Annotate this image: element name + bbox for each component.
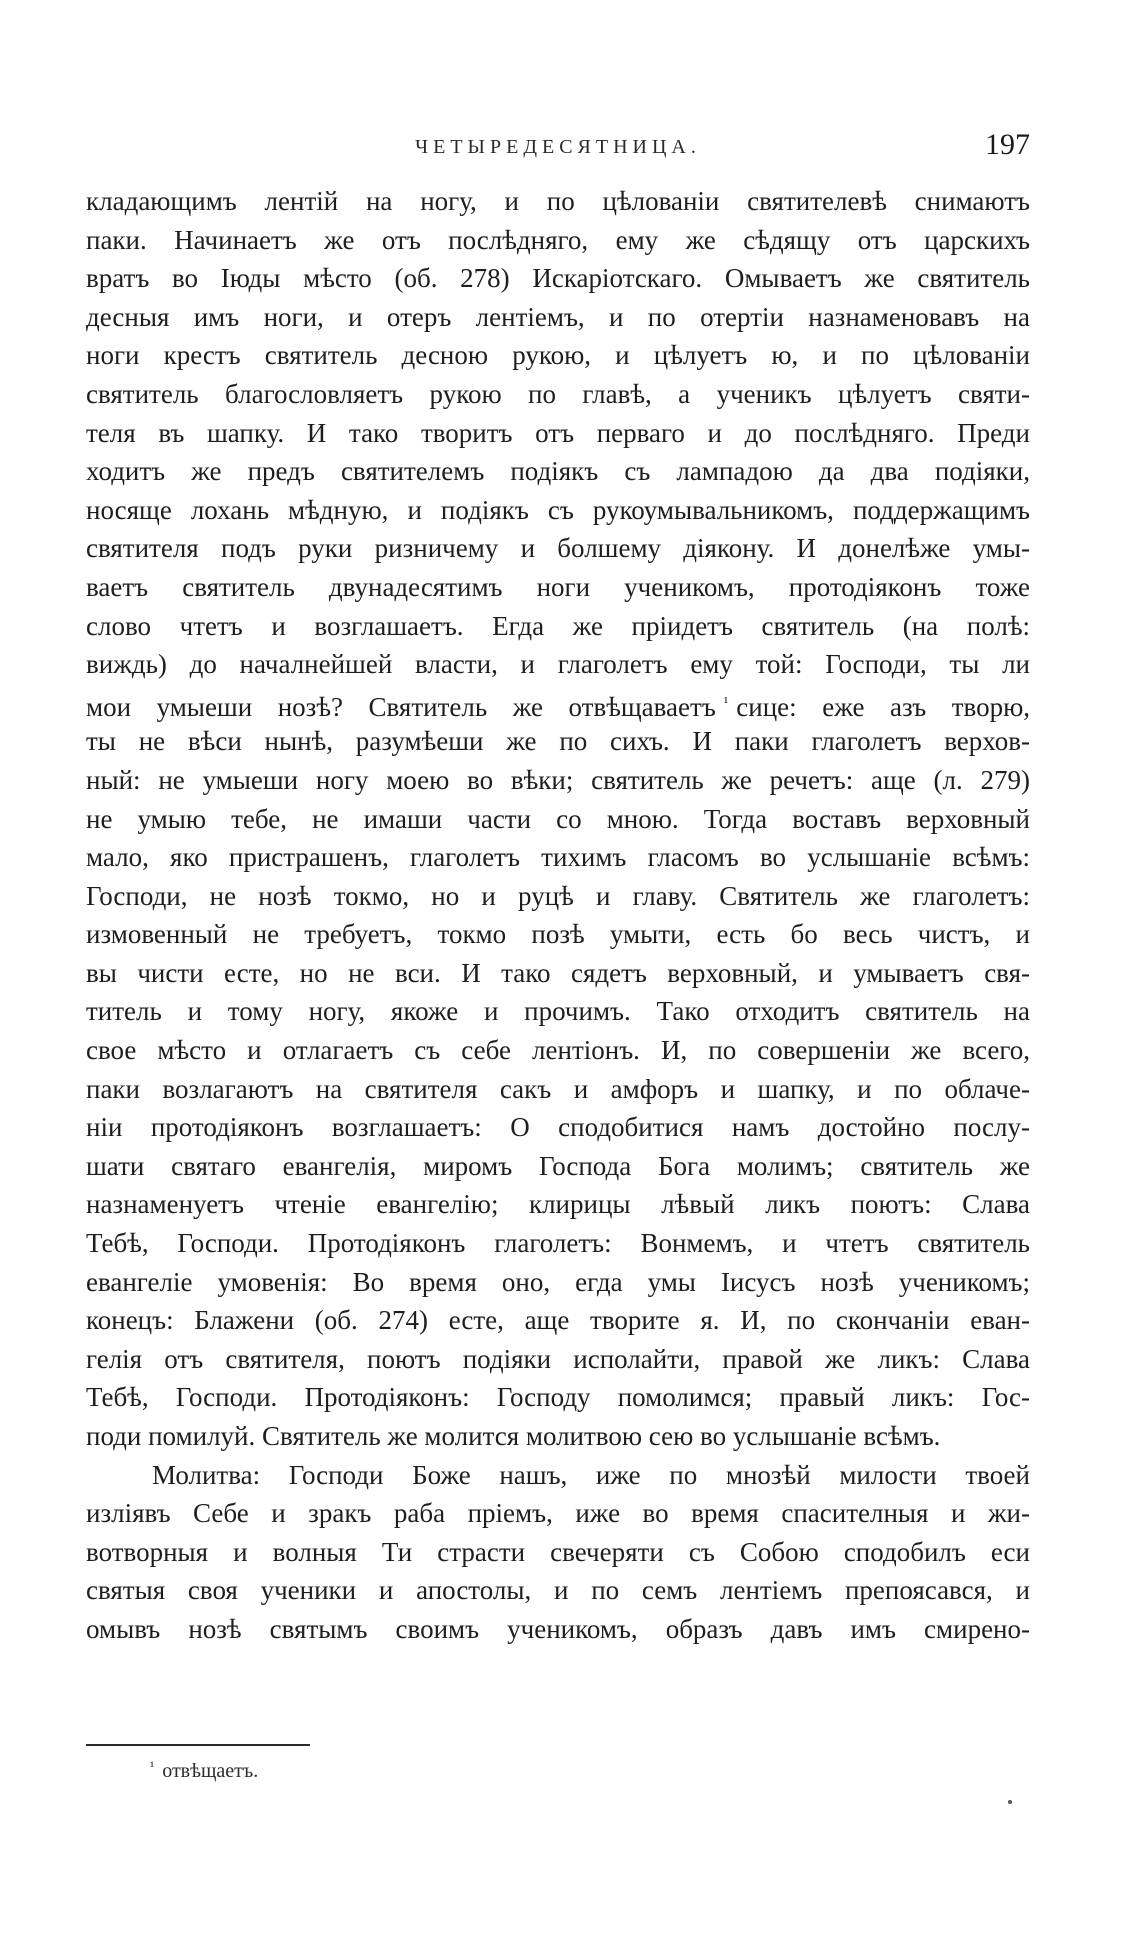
text-line: изліявъ Себе и зракъ раба пріемъ, иже во время спасителныя и жи-: [86, 1498, 1030, 1529]
footnote-rule: [86, 1744, 310, 1746]
running-title: ЧЕТЫРЕДЕСЯТНИЦА.: [415, 136, 701, 158]
text-line: Господи, не нозѣ токмо, но и руцѣ и главу. Святитель же глаголетъ:: [86, 880, 1030, 911]
text-line: паки возлагаютъ на святителя сакъ и амфоръ и шапку, и по облаче-: [86, 1073, 1030, 1104]
footnote-number: ¹: [150, 1760, 155, 1775]
text-line: титель и тому ногу, якоже и прочимъ. Тако отходитъ святитель на: [86, 996, 1030, 1027]
text-line: ный: не умыеши ногу моею во вѣки; святитель же речетъ: аще (л. 279): [86, 764, 1030, 795]
text-line: ноги крестъ святитель десною рукою, и цѣлуетъ ю, и по цѣлованіи: [86, 340, 1030, 371]
text-line: слово чтетъ и возглашаетъ. Егда же пріидетъ святитель (на полѣ:: [86, 610, 1030, 641]
text-line: свое мѣсто и отлагаетъ съ себе лентіонъ. И, по совершеніи же всего,: [86, 1035, 1030, 1066]
text-line-with-footnote-ref: [86, 684, 1030, 723]
text-line: кладающимъ лентій на ногу, и по цѣлованіи святителевѣ снимаютъ: [86, 186, 1030, 216]
text-segment: сице: еже азъ творю,: [736, 691, 1030, 722]
text-line: святителя подъ руки ризничему и болшему діякону. И донелѣже умы-: [86, 533, 1030, 564]
print-speck: [1008, 1800, 1012, 1804]
text-line: ходитъ же предъ святителемъ подіякъ съ лампадою да два подіяки,: [86, 456, 1030, 487]
text-line: святыя своя ученики и апостолы, и по семъ лентіемъ препоясався, и: [86, 1575, 1030, 1606]
body-text: [86, 182, 1030, 1649]
text-line: назнаменуетъ чтеніе евангелію; клирицы лѣвый ликъ поютъ: Слава: [86, 1189, 1030, 1220]
footnote-reference: ¹: [723, 694, 729, 711]
text-line: носяще лохань мѣдную, и подіякъ съ рукоумывальникомъ, поддержащимъ: [86, 494, 1030, 525]
text-line: виждь) до началнейшей власти, и глаголетъ ему той: Господи, ты ли: [86, 649, 1030, 680]
text-line: ваетъ святитель двунадесятимъ ноги ученикомъ, протодіяконъ тоже: [86, 571, 1030, 602]
text-line: вратъ во Іюды мѣсто (об. 278) Искаріотскаго. Омываетъ же святитель: [86, 263, 1030, 294]
text-line: вотворныя и волныя Ти страсти свечеряти съ Собою сподобилъ еси: [86, 1536, 1030, 1567]
footnote-text: отвѣщаетъ.: [162, 1760, 259, 1782]
text-line: ты не вѣси нынѣ, разумѣеши же по сихъ. И паки глаголетъ верхов-: [86, 726, 1030, 757]
paragraph-start-line: Молитва: Господи Боже нашъ, иже по мнозѣй милости твоей: [152, 1459, 1030, 1490]
text-line: паки. Начинаетъ же отъ послѣдняго, ему же сѣдящу отъ царскихъ: [86, 224, 1030, 255]
text-line: Тебѣ, Господи. Протодіяконъ глаголетъ: Вонмемъ, и чтетъ святитель: [86, 1228, 1030, 1259]
text-line: ніи протодіяконъ возглашаетъ: О сподобитися намъ достойно послу-: [86, 1112, 1030, 1143]
text-segment: мои умыеши нозѣ? Святитель же отвѣщаваетъ: [86, 691, 716, 722]
page-number: 197: [985, 128, 1030, 161]
text-line: измовенный не требуетъ, токмо позѣ умыти, есть бо весь чистъ, и: [86, 919, 1030, 950]
text-line: шати святаго евангелія, миромъ Господа Бога молимъ; святитель же: [86, 1150, 1030, 1181]
text-line: теля въ шапку. И тако творитъ отъ перваго и до послѣдняго. Преди: [86, 417, 1030, 448]
text-line: десныя имъ ноги, и отеръ лентіемъ, и по отертіи назнаменовавъ на: [86, 301, 1030, 332]
text-line: мало, яко пристрашенъ, глаголетъ тихимъ гласомъ во услышаніе всѣмъ:: [86, 842, 1030, 873]
text-line: не умыю тебе, не имаши части со мною. Тогда воставъ верховный: [86, 803, 1030, 834]
text-line: евангеліе умовенія: Во время оно, егда умы Іисусъ нозѣ ученикомъ;: [86, 1266, 1030, 1297]
footnote: [150, 1760, 258, 1783]
text-line: гелія отъ святителя, поютъ подіяки исполайти, правой же ликъ: Слава: [86, 1343, 1030, 1374]
text-line: вы чисти есте, но не вси. И тако сядетъ верховный, и умываетъ свя-: [86, 957, 1030, 988]
text-line: конецъ: Блажени (об. 274) есте, аще творите я. И, по скончаніи еван-: [86, 1305, 1030, 1336]
running-head: [86, 128, 1030, 168]
text-line: Тебѣ, Господи. Протодіяконъ: Господу помолимся; правый ликъ: Гос-: [86, 1382, 1030, 1413]
text-line: омывъ нозѣ святымъ своимъ ученикомъ, образъ давъ имъ смирено-: [86, 1613, 1030, 1644]
text-line: поди помилуй. Святитель же молится молитвою сею во услышаніе всѣмъ.: [86, 1421, 941, 1451]
text-line: святитель благословляетъ рукою по главѣ, а ученикъ цѣлуетъ святи-: [86, 378, 1030, 409]
